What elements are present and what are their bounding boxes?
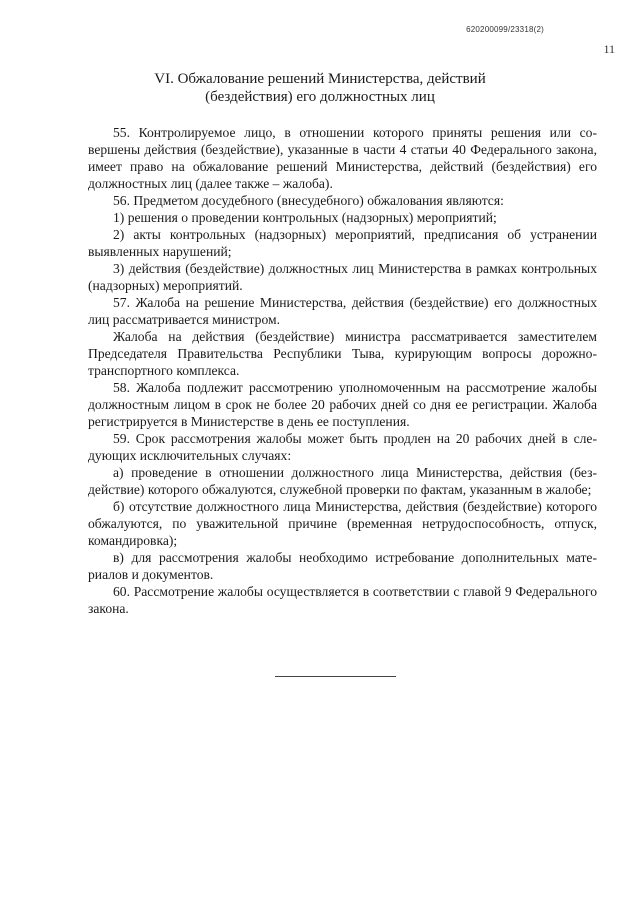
paragraph-57-note: Жалоба на действия (бездействие) министра рассматривается заместителем Председателя Правительства Республики Тыва, курирующим вопросы дорожнотранспортного комплекса. xyxy=(88,329,597,378)
paragraph-58: 58. Жалоба подлежит рассмотрению уполномоченным на рассмотрение жалобы должностным лицом в срок не более 20 рабочих дней со дня ее регистрации. Жалоба регистрируется в Министерстве в день ее поступления. xyxy=(88,380,597,429)
paragraph-56-item-2: 2) акты контрольных (надзорных) мероприятий, предписания об устранении выявленных нарушений; xyxy=(88,227,597,259)
paragraph-59-item-c: в) для рассмотрения жалобы необходимо истребование дополнительных материалов и документов. xyxy=(88,550,597,582)
paragraph-59-item-b: б) отсутствие должностного лица Министерства, действия (бездействие) которого обжалуются, по уважительной причине (временная нетрудоспособность, отпуск, командировка); xyxy=(88,499,597,548)
closing-divider xyxy=(275,676,396,677)
paragraph-56-item-1: 1) решения о проведении контрольных (надзорных) мероприятий; xyxy=(113,210,497,225)
paragraph-56-item-3: 3) действия (бездействие) должностных лиц Министерства в рамках контрольных (надзорных) мероприятий. xyxy=(88,261,597,293)
paragraph-60: 60. Рассмотрение жалобы осуществляется в соответствии с главой 9 Федерального закона. xyxy=(88,584,597,616)
section-title-line-1: VI. Обжалование решений Министерства, действий xyxy=(154,71,486,87)
page-number: 11 xyxy=(603,42,615,56)
paragraph-56: 56. Предметом досудебного (внесудебного) обжалования являются: xyxy=(113,193,504,208)
section-body xyxy=(88,124,597,617)
paragraph-59: 59. Срок рассмотрения жалобы может быть продлен на 20 рабочих дней в следующих исключительных случаях: xyxy=(88,431,597,463)
section-title xyxy=(100,70,540,106)
document-code: 620200099/23318(2) xyxy=(466,25,544,34)
paragraph-57: 57. Жалоба на решение Министерства, действия (бездействие) его должностных лиц рассматривается министром. xyxy=(88,295,597,327)
paragraph-59-item-a: а) проведение в отношении должностного лица Министерства, действия (бездействие) которого обжалуются, служебной проверки по фактам, указанным в жалобе; xyxy=(88,465,597,497)
section-title-line-2: (бездействия) его должностных лиц xyxy=(205,89,435,105)
paragraph-55: 55. Контролируемое лицо, в отношении которого приняты решения или совершены действия (бездействие), указанные в части 4 статьи 40 Федерального закона, имеет право на обжалование решений Министерства, действий (бездействия) его должностных лиц (далее также – жалоба). xyxy=(88,125,597,191)
